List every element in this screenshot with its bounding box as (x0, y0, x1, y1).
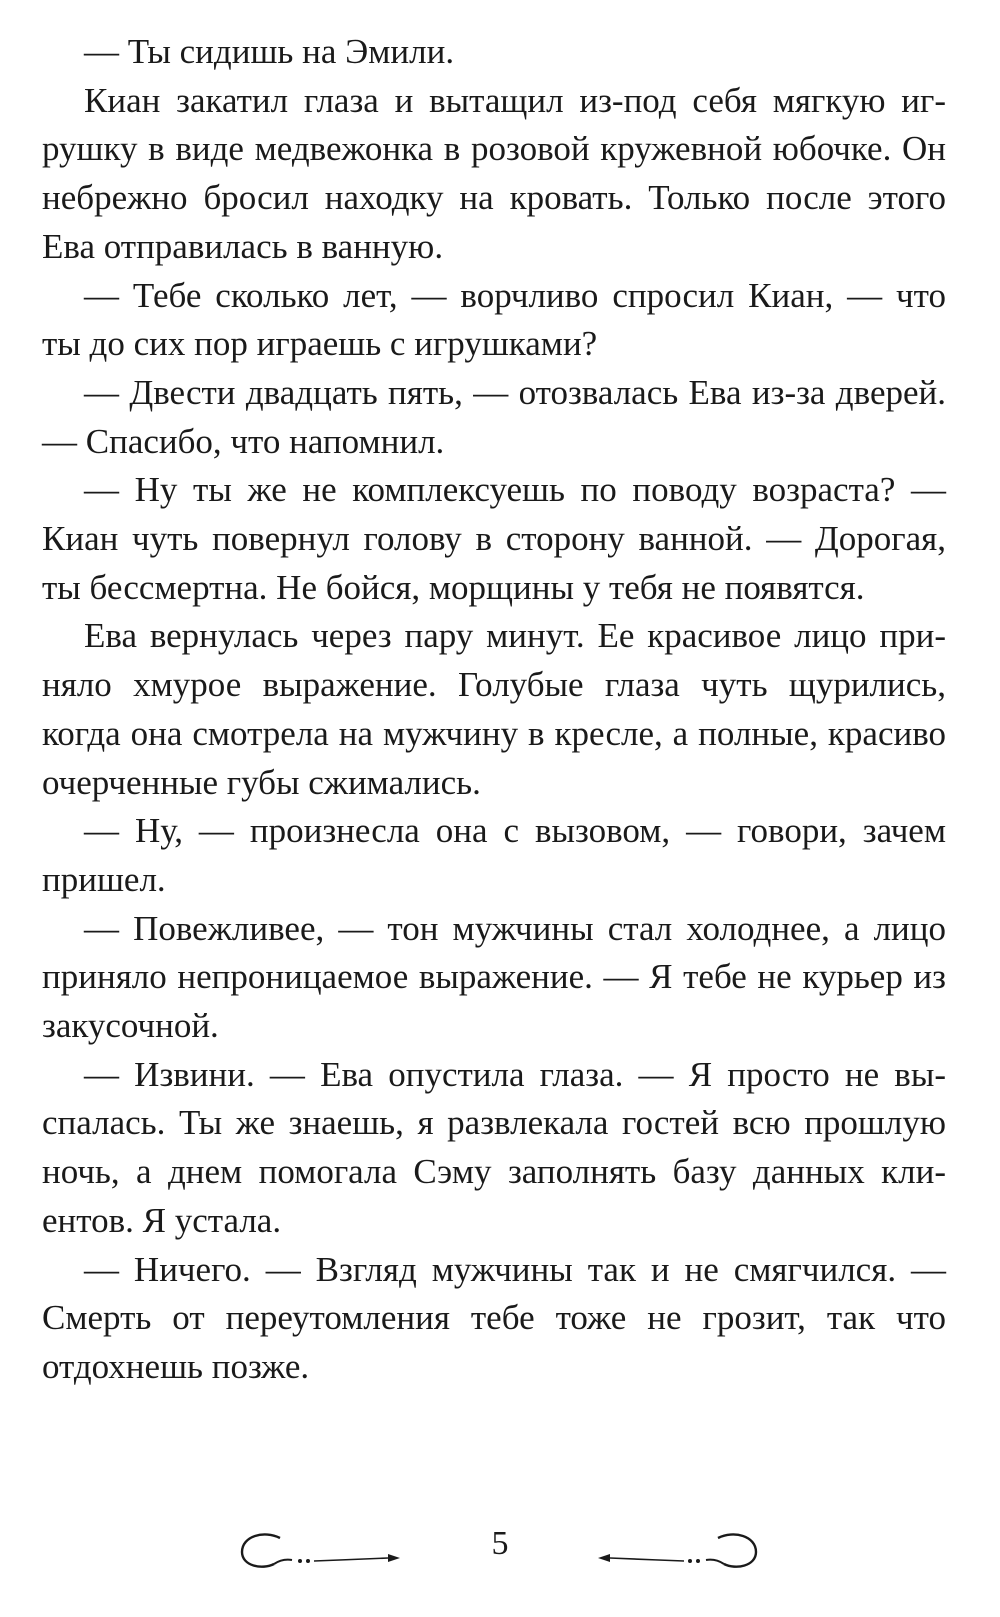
paragraph-9: — Извини. — Ева опустила глаза. — Я просто не выспалась. Ты же знаешь, я развлекала гостей всю прошлую ночь, а днем помогала Сэму заполнять базу данных клиентов. Я устала. (42, 1054, 946, 1240)
paragraph-5: — Ну ты же не комплексуешь по поводу возраста? — Киан чуть повернул голову в сторону ванной. — Дорогая, ты бессмертна. Не бойся, морщины у тебя не появятся. (42, 470, 946, 607)
paragraph-2: Киан закатил глаза и вытащил из-под себя мягкую игрушку в виде медвежонка в розовой кружевной юбочке. Он небрежно бросил находку на кровать. Только после этого Ева отправилась в ванную. (42, 80, 946, 266)
page-number: 5 (491, 1525, 509, 1562)
flourish-ornament-right-icon (560, 1524, 760, 1574)
body-text (42, 28, 946, 1392)
page-footer (0, 1516, 1000, 1586)
paragraph-3: — Тебе сколько лет, — ворчливо спросил Киан, — что ты до сих пор играешь с игрушками? (42, 275, 946, 364)
flourish-ornament-left-icon (238, 1524, 438, 1574)
paragraph-8: — Повежливее, — тон мужчины стал холоднее, а лицо приняло непроницаемое выражение. — Я тебе не курьер из закусочной. (42, 908, 946, 1046)
paragraph-6: Ева вернулась через пару минут. Ее красивое лицо приняло хмурое выражение. Голубые глаза чуть щурились, когда она смотрела на мужчину в кресле, а полные, красиво очерченные губы сжимались. (42, 616, 946, 802)
paragraph-10: — Ничего. — Взгляд мужчины так и не смягчился. — Смерть от переутомления тебе тоже не грозит, так что отдохнешь позже. (42, 1249, 946, 1386)
paragraph-1: — Ты сидишь на Эмили. (84, 32, 455, 71)
paragraph-7: — Ну, — произнесла она с вызовом, — говори, зачем пришел. (42, 811, 946, 899)
paragraph-4: — Двести двадцать пять, — отозвалась Ева из-за дверей. — Спасибо, что напомнил. (42, 372, 946, 461)
